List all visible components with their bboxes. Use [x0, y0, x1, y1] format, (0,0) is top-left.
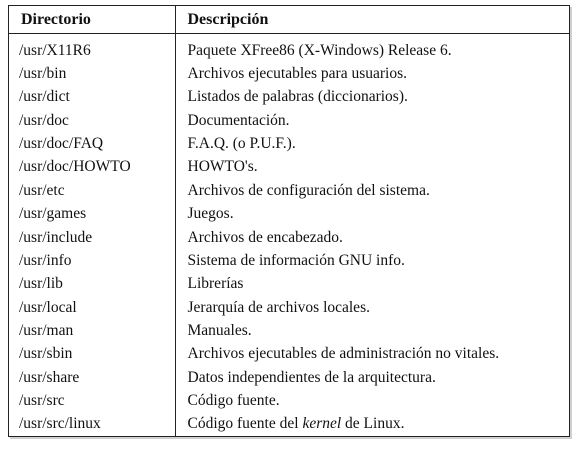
- directory-cell: /usr/games: [9, 202, 175, 225]
- description-cell: Archivos ejecutables de administración no vitales.: [187, 345, 500, 363]
- header-descripcion: Descripción: [175, 6, 569, 34]
- table-header-row: [9, 6, 569, 34]
- table-row: [9, 273, 569, 296]
- directory-cell: /usr/doc/HOWTO: [9, 156, 175, 179]
- description-cell: Datos independientes de la arquitectura.: [187, 368, 436, 386]
- description-cell: Archivos de configuración del sistema.: [187, 181, 430, 199]
- description-cell: Manuales.: [187, 321, 252, 339]
- description-text: de Linux.: [341, 415, 405, 433]
- directory-table-frame: [8, 5, 570, 437]
- description-cell: Jerarquía de archivos locales.: [187, 298, 370, 316]
- description-text: Código fuente del: [187, 415, 303, 433]
- directory-cell: /usr/info: [9, 249, 175, 272]
- table-row: [9, 413, 569, 436]
- table-row: [9, 86, 569, 109]
- table-row: [9, 343, 569, 366]
- table-row: [9, 296, 569, 319]
- table-row: [9, 226, 569, 249]
- description-cell: F.A.Q. (o P.U.F.).: [187, 135, 296, 153]
- header-directorio: Directorio: [9, 6, 175, 34]
- description-cell: Paquete XFree86 (X-Windows) Release 6.: [187, 41, 452, 59]
- directory-cell: /usr/X11R6: [9, 39, 175, 62]
- table-row: [9, 389, 569, 412]
- table-row: [9, 179, 569, 202]
- description-emphasis: kernel: [302, 415, 342, 433]
- table-row: [9, 109, 569, 132]
- directory-cell: /usr/lib: [9, 273, 175, 296]
- table-row: [9, 156, 569, 179]
- directory-cell: /usr/man: [9, 319, 175, 342]
- table-row: [9, 366, 569, 389]
- description-cell: Juegos.: [187, 205, 234, 223]
- description-cell: Documentación.: [187, 111, 290, 129]
- description-cell: Archivos ejecutables para usuarios.: [187, 65, 408, 83]
- directory-cell: /usr/share: [9, 366, 175, 389]
- description-cell: Sistema de información GNU info.: [187, 251, 405, 269]
- description-cell: Librerías: [187, 275, 244, 293]
- description-cell: Código fuente.: [187, 391, 280, 409]
- table-row: [9, 62, 569, 85]
- directory-cell: /usr/doc: [9, 109, 175, 132]
- directory-cell: /usr/etc: [9, 179, 175, 202]
- table-row: [9, 39, 569, 62]
- description-cell: Archivos de encabezado.: [187, 228, 343, 246]
- directory-cell: /usr/src: [9, 389, 175, 412]
- directory-cell: /usr/src/linux: [9, 413, 175, 436]
- directory-cell: /usr/sbin: [9, 343, 175, 366]
- directory-table: [9, 6, 569, 436]
- table-row: [9, 132, 569, 155]
- directory-cell: /usr/dict: [9, 86, 175, 109]
- table-row: [9, 249, 569, 272]
- table-body: [9, 34, 569, 437]
- description-cell: Listados de palabras (diccionarios).: [187, 88, 408, 106]
- table-row: [9, 202, 569, 225]
- description-cell: HOWTO's.: [187, 158, 258, 176]
- table-row: [9, 319, 569, 342]
- description-cell: [175, 413, 569, 436]
- directory-cell: /usr/local: [9, 296, 175, 319]
- directory-cell: /usr/doc/FAQ: [9, 132, 175, 155]
- directory-cell: /usr/include: [9, 226, 175, 249]
- directory-cell: /usr/bin: [9, 62, 175, 85]
